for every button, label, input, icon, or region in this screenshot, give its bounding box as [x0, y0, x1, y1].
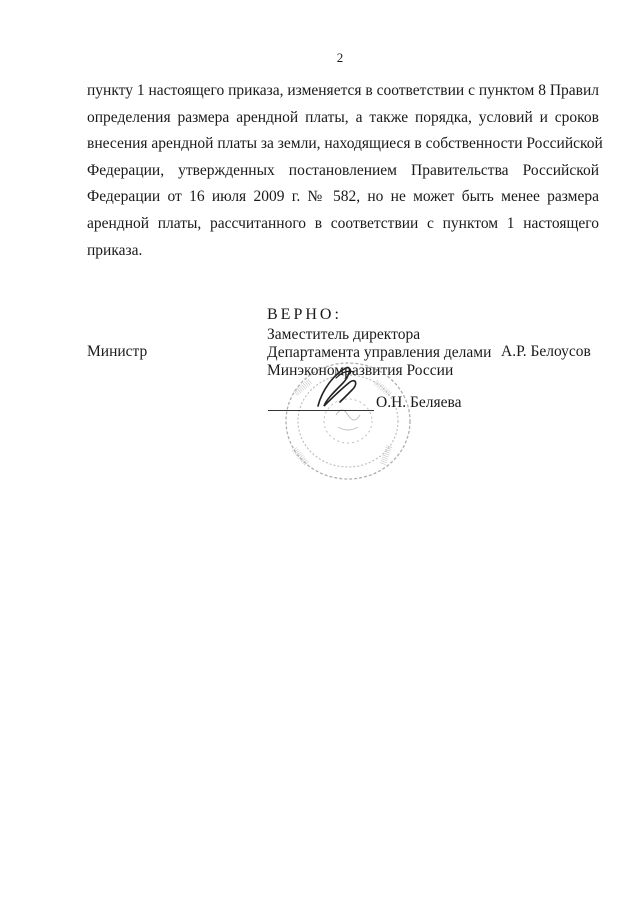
- body-line: внесения арендной платы за земли, находящиеся в собственности Российской: [87, 135, 603, 153]
- certify-signer-name: О.Н. Беляева: [376, 394, 462, 411]
- signature-line: [268, 410, 374, 411]
- body-line: определения размера арендной платы, а также порядка, условий и сроков: [87, 108, 599, 126]
- certify-position-line3: Минэкономразвития России: [267, 362, 454, 379]
- svg-text:||||||||||: ||||||||||: [372, 379, 393, 398]
- body-line: арендной платы, рассчитанного в соответствии с пунктом 1 настоящего: [87, 214, 599, 232]
- svg-text:||||||||||: ||||||||||: [292, 378, 313, 397]
- body-text: [87, 78, 603, 264]
- page-number: 2: [336, 50, 344, 65]
- body-line: Федерации от 16 июля 2009 г. № 582, но не может быть менее размера: [87, 188, 599, 206]
- body-line: приказа.: [87, 241, 143, 259]
- minister-name: А.Р. Белоусов: [501, 343, 591, 360]
- svg-text:||||||||||: ||||||||||: [291, 446, 310, 467]
- certify-title: ВЕРНО:: [267, 306, 342, 323]
- body-line: Федерации, утвержденных постановлением Правительства Российской: [87, 161, 599, 179]
- handwritten-signature: [300, 360, 380, 415]
- certify-position-line1: Заместитель директора: [267, 326, 421, 343]
- body-line: пункту 1 настоящего приказа, изменяется в соответствии с пунктом 8 Правил: [87, 82, 599, 99]
- minister-label: Министр: [87, 343, 148, 360]
- certify-position-line2: Департамента управления делами: [267, 344, 492, 361]
- svg-text:||||||||||: ||||||||||: [379, 444, 393, 466]
